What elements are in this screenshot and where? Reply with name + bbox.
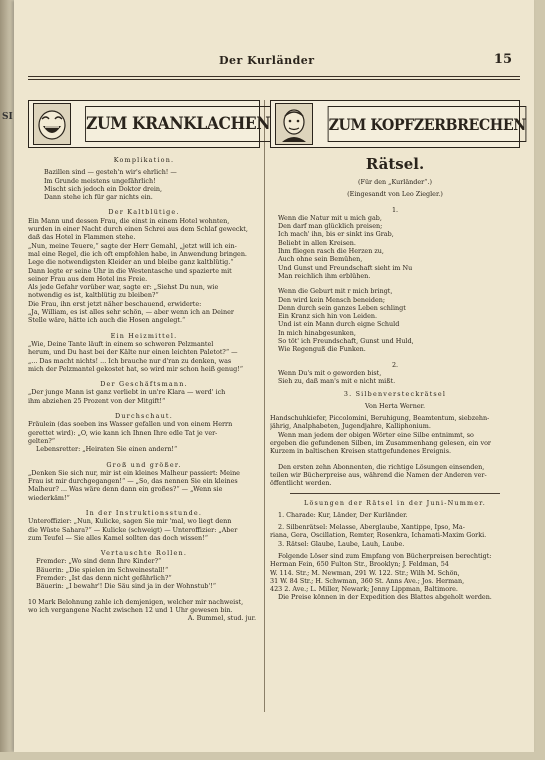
- left-text-line: Die Frau, ihn erst jetzt näher beschauend, erwiderte:: [28, 299, 202, 308]
- left-text-line: Lebensretter: „Heiraten Sie einen andern!“: [36, 445, 178, 454]
- right-text-line: 3. Rätsel: Glaube, Laube, Lauh, Laube.: [278, 539, 405, 548]
- left-text-line: Bäuerin: „Die spielen im Schweinestall!“: [36, 565, 169, 574]
- left-text-line: ihm abziehen 25 Prozent von der Mitgift!“: [28, 396, 166, 405]
- right-text-line: Wie Regenguß die Funken.: [278, 345, 366, 354]
- left-text-line: wo ich vergangene Nacht zwischen 12 und 1 Uhr gewesen bin.: [28, 605, 233, 614]
- left-text-line: Unteroffizier: „Nun, Kulicke, sagen Sie mir 'mal, wo liegt denn: [28, 517, 232, 526]
- left-text-line: herum, und Du hast bei der Kälte nur einen leichten Paletot?“ —: [28, 348, 238, 357]
- left-text-line: „... Das macht nichts! ... Ich brauche nur d'ran zu denken, was: [28, 356, 232, 365]
- left-text-line: [28, 201, 260, 208]
- laughing-face-icon: [33, 103, 71, 145]
- left-text-line: [28, 405, 260, 412]
- right-text-line: Wenn man jedem der obigen Wörter eine Silbe entnimmt, so: [278, 430, 474, 439]
- right-text-line: Denn durch sein ganzes Leben schlingt: [278, 303, 406, 312]
- left-text-line: [28, 373, 260, 380]
- right-text-line: Handschuhkiefer, Piccolomini, Beruhigung, Beamtentum, siebzehn-: [270, 414, 490, 423]
- left-text-line: Stelle wäre, hätte ich auch die Hosen angelegt.“: [28, 316, 186, 325]
- left-text-line: zum Teufel — Sie alles Kamel sollten das doch wissen!“: [28, 533, 209, 542]
- left-text-line: Lege die notwendigsten Kleider an und bleibe ganz kaltblütig.“: [28, 258, 234, 267]
- left-text-line: Fremder: „Ist das denn nicht gefährlich?“: [36, 574, 172, 583]
- right-text-line: W. 114. Str.; M. Newman, 291 W. 122. Str.; Wilh M. Schön,: [270, 568, 460, 577]
- left-text-line: [28, 591, 260, 598]
- left-text-line: mal eine Regel, die ich oft empfohlen habe, in Anwendung bringen.: [28, 249, 247, 258]
- right-text-line: 2. Silbenrätsel: Melasse, Aberglaube, Xantippe, Ipso, Ma-: [278, 523, 465, 532]
- banner-title-left: ZUM KRANKLACHEN: [85, 106, 271, 142]
- right-text-line: Wenn Du's mit o geworden bist,: [278, 368, 382, 377]
- left-text-line: wiederkäm!“: [28, 493, 70, 502]
- page: [14, 0, 534, 752]
- right-text-line: 423 2. Ave.; L. Miller, Newark; Jenny Lippman, Baltimore.: [270, 585, 458, 594]
- left-text-line: Fremder: „Wo sind denn Ihre Kinder?“: [36, 557, 162, 566]
- right-text-line: Kurzem in baltischen Kreisen stattgefundenes Ereignis.: [270, 447, 452, 456]
- right-column: [270, 100, 526, 602]
- right-text-line: Den wird kein Mensch beneiden;: [278, 295, 385, 304]
- header-rule: [28, 76, 520, 77]
- right-text-line: teilen wir Bücherpreise aus, während die Namen der Anderen ver-: [270, 470, 487, 479]
- left-text-line: gerettet wird): „O, wie kann ich Ihnen Ihre edle Tat je ver-: [28, 428, 218, 437]
- right-text-line: Und ist ein Mann durch eigne Schuld: [278, 320, 400, 329]
- right-text-line: Ihm fliegen rasch die Herzen zu,: [278, 247, 384, 256]
- left-text-line: „Der junge Mann ist ganz verliebt in un're Klara — werd' ich: [28, 388, 226, 397]
- right-text-line: jährig, Analphabeten, Jugendjahre, Kalliphonium.: [270, 422, 431, 431]
- left-text-line: Mischt sich jedoch ein Doktor drein,: [44, 184, 163, 193]
- right-text-line: So töt' ich Freundschaft, Gunst und Huld,: [278, 337, 414, 346]
- left-text-line: Vertauschte Rollen.: [100, 549, 188, 558]
- running-title: Der Kurländer: [219, 54, 315, 67]
- left-text-line: Fräulein (das soeben ins Wasser gefallen und von einem Herrn: [28, 420, 233, 429]
- raetsel-heading: Rätsel.: [365, 155, 425, 173]
- right-text-line: 31 W. 84 Str.; H. Schwman, 360 St. Anns Ave.; Jos. Herman,: [270, 576, 465, 585]
- left-text-line: Im Grunde meistens ungefährlich!: [44, 176, 156, 185]
- right-text-line: Herman Fein, 650 Fulton Str., Brooklyn; J. Feldman, 54: [270, 560, 449, 569]
- left-text-line: Komplikation.: [113, 156, 175, 164]
- right-text-line: Von Herta Werner.: [364, 401, 425, 410]
- right-text-line: öffentlicht werden.: [270, 479, 332, 488]
- right-text-line: (Für den „Kurländer“.): [358, 178, 432, 186]
- left-text-line: wurden in einer Nacht durch einen Schrei aus dem Schlaf geweckt,: [28, 225, 248, 234]
- right-text: [270, 178, 520, 602]
- header-rule-2: [28, 79, 520, 80]
- right-text-line: ergeben die gefundenen Silben, im Zusammenhang gelesen, ein vor: [270, 439, 491, 448]
- left-text-line: [28, 542, 260, 549]
- left-text-line: „Nun, meine Teuere,“ sagte der Herr Gemahl, „jetzt will ich ein-: [28, 241, 237, 250]
- left-text-line: [28, 502, 260, 509]
- left-text-line: Der Geschäftsmann.: [100, 380, 188, 389]
- left-text-line: daß das Hotel in Flammen stehe.: [28, 233, 136, 242]
- right-text-line: [290, 493, 500, 494]
- left-text-line: [28, 454, 260, 461]
- right-text-line: 1.: [391, 205, 399, 214]
- left-text-line: Durchschaut.: [115, 412, 173, 421]
- right-text-line: riana, Gera, Oscillation, Remter, Rosenkra, Ichamati-Maxim Gorki.: [270, 531, 487, 540]
- right-text-line: Wenn die Natur mit u mich gab,: [278, 213, 382, 222]
- banner-kopf: [270, 100, 526, 148]
- left-text-line: Groß und größer.: [106, 460, 182, 469]
- left-text-line: Frau ist mir durchgegangen!“ — „So, das nennen Sie ein kleines: [28, 477, 238, 486]
- right-text-line: [270, 456, 520, 463]
- right-text-line: 3. Silbenversteckrätsel: [343, 389, 447, 398]
- right-text-line: [270, 199, 520, 206]
- left-text-line: Bazillen sind — gesteh'n wir's ehrlich! —: [44, 168, 177, 177]
- left-text-line: Dann legte er seine Uhr in die Westentasche und spazierte mit: [28, 266, 232, 275]
- right-text-line: Den darf man glücklich preisen;: [278, 222, 383, 231]
- right-text-line: Ein Kranz sich hin von Leiden.: [278, 312, 378, 321]
- left-text-line: notwendig es ist, kaltblütig zu bleiben?“: [28, 291, 159, 300]
- right-text-line: (Eingesandt von Leo Ziegler.): [347, 190, 443, 199]
- right-text-line: Den ersten zehn Abonnenten, die richtige Lösungen einsenden,: [278, 462, 485, 471]
- left-text-line: A. Bummel, stud. jur.: [187, 614, 256, 623]
- left-text-line: Der Kaltblütige.: [108, 208, 180, 217]
- left-text-line: 10 Mark Belohnung zahle ich demjenigen, welcher mir nachweist,: [28, 597, 244, 606]
- right-text-line: Ich mach' ihn, bis er sinkt ins Grab,: [278, 230, 394, 239]
- right-text-line: Man reichlich ihm erblühen.: [278, 271, 371, 280]
- right-text-line: 1. Charade: Kur, Länder, Der Kurländer.: [278, 510, 408, 519]
- left-text-line: „Wie, Deine Tante läuft in einem so schweren Pelzmantel: [28, 339, 214, 348]
- banner-krank: [28, 100, 271, 148]
- banner-title-right: ZUM KOPFZERBRECHEN: [328, 106, 527, 142]
- left-text-line: Bäuerin: „I bewahr'! Die Säu sind ja in der Wohnstub'!“: [36, 582, 217, 591]
- column-divider: [264, 100, 265, 712]
- left-text-line: Ein Mann und dessen Frau, die einst in einem Hotel wohnten,: [28, 216, 230, 225]
- left-text-line: Dann stehe ich für gar nichts ein.: [44, 193, 153, 202]
- right-text-line: Und Gunst und Freundschaft sieht im Nu: [278, 263, 413, 272]
- left-column: [28, 100, 271, 623]
- left-text-line: seiner Frau aus dem Hotel ins Freie.: [28, 274, 148, 283]
- right-text-line: Sieh zu, daß man's mit e nicht mißt.: [278, 377, 396, 386]
- left-text-line: Malheur? ... Was wäre denn dann ein großes?“ — „Wenn sie: [28, 485, 223, 494]
- left-text-line: die Wüste Sahara?“ — Kulicke (schweigt) — Unteroffizier: „Aber: [28, 525, 238, 534]
- left-text-line: „Ja, William, es ist alles sehr schön, — aber wenn ich an Deiner: [28, 308, 234, 317]
- right-text-line: In mich hinabgesunken,: [278, 328, 356, 337]
- left-text-line: [28, 325, 260, 332]
- right-text-line: Auch ohne sein Bemühen,: [278, 255, 363, 264]
- page-header: [14, 54, 534, 72]
- left-text-line: Ein Heizmittel.: [110, 331, 178, 340]
- right-text-line: [270, 354, 520, 361]
- previous-page-fragment: SI: [2, 112, 13, 122]
- left-text-line: Als jede Gefahr vorüber war, sagte er: „Siehst Du nun, wie: [28, 283, 219, 292]
- right-text-line: [270, 280, 520, 287]
- right-text-line: Folgende Löser sind zum Empfang von Bücherpreisen berechtigt:: [278, 551, 492, 560]
- left-text-line: In der Instruktionsstunde.: [85, 508, 203, 517]
- thinking-man-icon: [275, 103, 313, 145]
- right-text-line: 2.: [391, 360, 399, 369]
- left-text-line: mich der Pelzmantel gekostet hat, so wird mir schon heiß genug!“: [28, 364, 244, 373]
- left-text: [28, 156, 260, 623]
- right-text-line: Beliebt in allen Kreisen.: [278, 238, 356, 247]
- right-text-line: Die Preise können in der Expedition des Blattes abgeholt werden.: [278, 593, 492, 602]
- right-text-line: Wenn die Geburt mit r mich bringt,: [278, 287, 393, 296]
- right-text-line: Lösungen der Rätsel in der Juni-Nummer.: [304, 498, 486, 507]
- page-number: 15: [493, 52, 512, 67]
- bottom-margin: [0, 752, 545, 760]
- left-text-line: gelten?“: [28, 436, 56, 445]
- binding-edge: [0, 0, 14, 760]
- left-text-line: „Denken Sie sich nur, mir ist ein kleines Malheur passiert: Meine: [28, 468, 240, 477]
